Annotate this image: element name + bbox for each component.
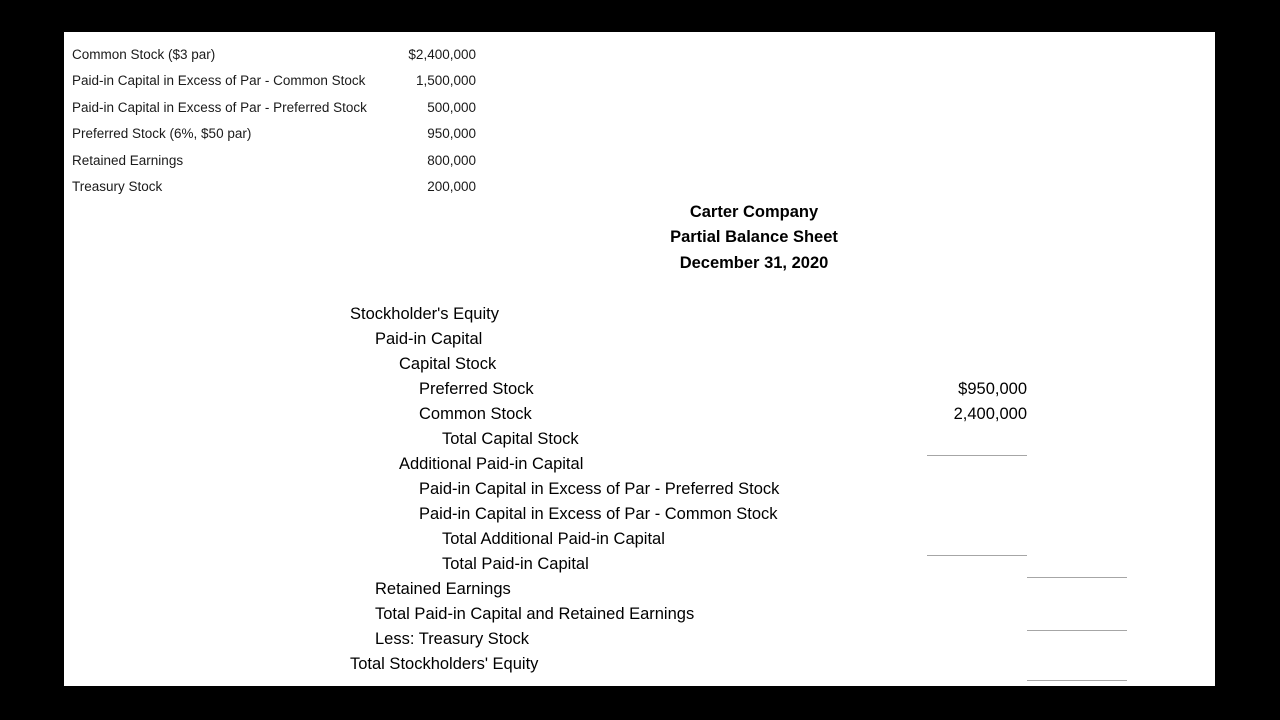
statement-line-label: Retained Earnings xyxy=(375,580,511,598)
account-amount: 200,000 xyxy=(427,178,476,194)
table-row xyxy=(72,95,476,121)
statement-row xyxy=(64,377,1215,402)
statement-row xyxy=(64,552,1215,577)
table-row xyxy=(72,68,476,94)
statement-row xyxy=(64,402,1215,427)
statement-line-label: Paid-in Capital in Excess of Par - Common Stock xyxy=(419,505,778,523)
statement-line-label: Preferred Stock xyxy=(419,380,534,398)
account-label: Preferred Stock (6%, $50 par) xyxy=(72,126,252,142)
subtotal-rule-retained-earnings xyxy=(1027,630,1127,631)
statement-line-label: Less: Treasury Stock xyxy=(375,630,530,648)
account-label: Common Stock ($3 par) xyxy=(72,47,216,62)
statement-row xyxy=(64,477,1215,502)
statement-line-label: Common Stock xyxy=(419,405,532,423)
statement-line-label: Paid-in Capital xyxy=(375,330,483,348)
table-row xyxy=(72,121,476,147)
statement-line-label: Total Paid-in Capital and Retained Earnings xyxy=(375,605,695,623)
account-amount: 800,000 xyxy=(427,152,476,168)
statement-line-label: Paid-in Capital in Excess of Par - Preferred Stock xyxy=(419,480,780,498)
statement-line-label: Additional Paid-in Capital xyxy=(399,455,584,473)
slide-page xyxy=(64,32,1215,686)
account-label: Paid-in Capital in Excess of Par - Common Stock xyxy=(72,73,366,89)
account-label: Treasury Stock xyxy=(72,178,163,194)
statement-row xyxy=(64,427,1215,452)
statement-row xyxy=(64,352,1215,377)
statement-line-label: Total Stockholders' Equity xyxy=(350,655,539,673)
statement-line-label: Stockholder's Equity xyxy=(350,305,499,323)
statement-row xyxy=(64,302,1215,327)
statement-row xyxy=(64,452,1215,477)
subtotal-rule-capital-stock xyxy=(927,455,1027,456)
statement-line-label: Capital Stock xyxy=(399,355,497,373)
account-label: Retained Earnings xyxy=(72,152,184,168)
table-row xyxy=(72,174,476,200)
balance-sheet-body xyxy=(64,302,1215,677)
statement-amount-inner: $950,000 xyxy=(958,380,1027,398)
statement-title: Partial Balance Sheet xyxy=(670,228,838,247)
subtotal-rule-additional-paid-in xyxy=(927,555,1027,556)
statement-row xyxy=(64,502,1215,527)
statement-amount-inner: 2,400,000 xyxy=(953,405,1027,423)
statement-row xyxy=(64,327,1215,352)
statement-heading xyxy=(494,200,1014,276)
table-row xyxy=(72,42,476,68)
table-row xyxy=(72,148,476,174)
statement-row xyxy=(64,602,1215,627)
company-name: Carter Company xyxy=(689,203,819,221)
statement-date: December 31, 2020 xyxy=(679,253,829,272)
statement-row xyxy=(64,527,1215,552)
statement-row xyxy=(64,577,1215,602)
subtotal-rule-treasury-stock xyxy=(1027,680,1127,681)
account-amount: 1,500,000 xyxy=(415,73,476,89)
account-amount: 950,000 xyxy=(427,126,476,142)
statement-line-label: Total Additional Paid-in Capital xyxy=(442,530,665,548)
subtotal-rule-total-paid-in xyxy=(1027,577,1127,578)
statement-line-label: Total Paid-in Capital xyxy=(442,555,589,573)
account-amount: $2,400,000 xyxy=(408,47,476,62)
account-label: Paid-in Capital in Excess of Par - Preferred Stock xyxy=(72,99,367,115)
statement-line-label: Total Capital Stock xyxy=(442,430,579,448)
statement-row xyxy=(64,652,1215,677)
account-amount: 500,000 xyxy=(427,99,476,115)
source-data-table xyxy=(72,42,476,200)
